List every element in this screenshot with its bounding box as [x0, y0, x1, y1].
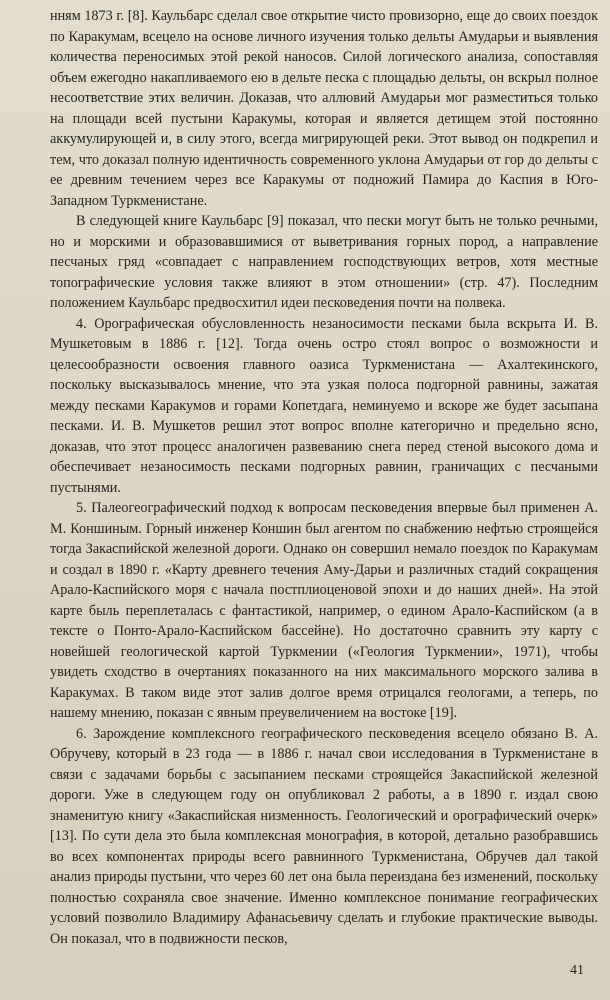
body-text: [50, 6, 598, 949]
paragraph-3: 4. Орографическая обусловленность незаносимости песками была вскрыта И. В. Мушкетовым в 1886 г. [12]. Тогда очень остро стоял вопрос о возможности и целесообразности освоения главного оазиса Туркменистана — Ахалтекинского, поскольку высказывалось мнение, что эта узкая полоса подгорной равнины, зажатая между песками Каракумов и горами Копетдага, неминуемо и вскоре же будет засыпана песками. И. В. Мушкетов решил этот вопрос вполне категорично и предельно ясно, доказав, что этот процесс аналогичен развеванию снега перед стеной высокого дома и обеспечивает незаносимость песками подгорных равнин, граничащих с песчаными пустынями.: [50, 315, 598, 496]
paragraph-1: нням 1873 г. [8]. Каульбарс сделал свое открытие чисто провизорно, еще до своих поездок по Каракумам, всецело на основе личного изучения только дельты Амударьи и выявления количества переносимых этой рекой наносов. Силой логического анализа, сопоставляя объем ежегодно накапливаемого ею в дельте песка с площадью дельты, он вскрыл полное несоответствие этих величин. Доказав, что аллювий Амударьи мог разместиться только на площади всей пустыни Каракумы, которая и является детищем этой постоянно аккумулирующей и, в силу этого, всегда мигрирующей реки. Этот вывод он подкрепил и тем, что доказал полную идентичность современного уклона Амударьи от гор до дельты с ее древним течением через все Каракумы от подножий Памира до Каспия в Юго-Западном Туркменистане.: [50, 8, 598, 209]
paragraph-4: 5. Палеогеографический подход к вопросам песковедения впервые был применен А. М. Коншиным. Горный инженер Коншин был агентом по снабжению нефтью строящейся тогда Закаспийской железной дороги. Однако он совершил немало поездок по Каракумам и создал в 1890 г. «Карту древнего течения Аму-Дарьи и различных стадий сокращения Арало-Каспийского моря с начала постплиоценовой эпохи и до наших дней». На этой карте быль переплеталась с фантастикой, например, о едином Арало-Каспийском (а в тексте о Понто-Арало-Каспийском бассейне). Но достаточно сравнить эту карту с новейшей геологической картой Туркмении («Геология Туркмении», 1971), чтобы увидеть сходство в очертаниях показанного на них максимального морского залива в Каракумах. В таком виде этот залив долгое время отрицался геологами, а теперь, по нашему мнению, показан с явным преувеличением на востоке [19].: [50, 500, 598, 721]
page-number: 41: [570, 963, 584, 978]
paragraph-2: В следующей книге Каульбарс [9] показал, что пески могут быть не только речными, но и морскими и образовавшимися от выветривания горных пород, а направление песчаных гряд «совпадает с направлением господствующих ветров, хотя местные топографические условия также влияют в этом отношении» (стр. 47). Последним положением Каульбарс предвосхитил идеи песковедения почти на полвека.: [50, 213, 598, 311]
paragraph-5: 6. Зарождение комплексного географического песковедения всецело обязано В. А. Обручеву, который в 23 года — в 1886 г. начал свои исследования в Туркменистане в связи с задачами борьбы с засыпанием песками строящейся Закаспийской железной дороги. Уже в следующем году он опубликовал 2 работы, а в 1890 г. издал свою знаменитую книгу «Закаспийская низменность. Геологический и орографический очерк» [13]. По сути дела это была комплексная монография, в которой, детально разобравшись во всех компонентах природы всего равнинного Туркменистана, Обручев дал такой анализ природы пустыни, что через 60 лет она была переиздана без изменений, поскольку полностью сохраняла свое значение. Именно комплексное понимание географических условий позволило Владимиру Афанасьевичу сделать и глубокие практические выводы. Он показал, что в подвижности песков,: [50, 725, 598, 947]
